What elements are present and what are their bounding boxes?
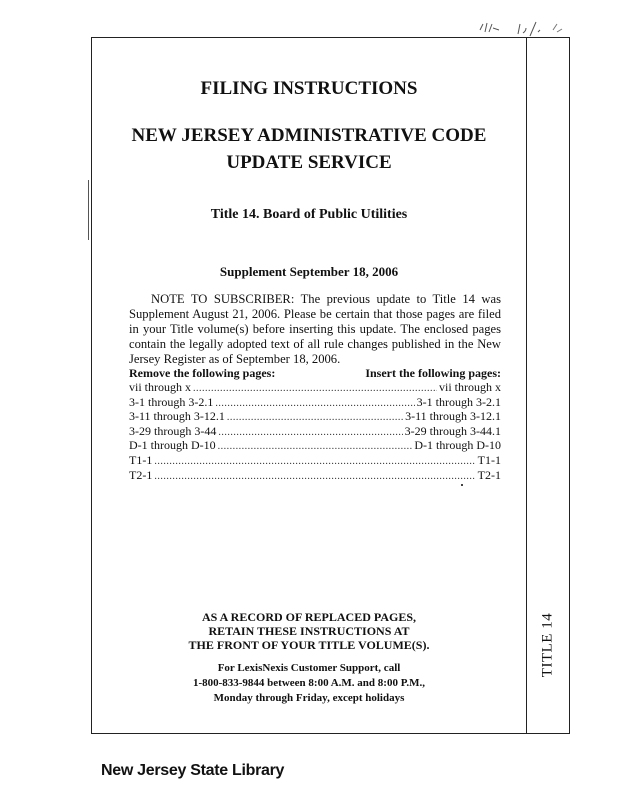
stray-mark bbox=[461, 484, 463, 486]
table-row bbox=[129, 380, 501, 395]
support-phone-line: 1-800-833-9844 between 8:00 A.M. and 8:00 P.M., bbox=[192, 677, 426, 689]
table-row bbox=[129, 453, 501, 468]
dot-leader bbox=[227, 411, 403, 426]
remove-cell: 3-11 through 3-12.1 bbox=[129, 409, 225, 424]
dot-leader bbox=[154, 455, 475, 470]
remove-pages-header: Remove the following pages: bbox=[129, 366, 276, 380]
insert-cell: T1-1 bbox=[477, 452, 501, 467]
record-notice-line-3: THE FRONT OF YOUR TITLE VOLUME(S). bbox=[188, 638, 430, 652]
support-hours-line: Monday through Friday, except holidays bbox=[213, 692, 405, 704]
insert-cell: 3-11 through 3-12.1 bbox=[405, 409, 501, 424]
insert-cell: vii through x bbox=[439, 380, 501, 394]
record-notice-line-1: AS A RECORD OF REPLACED PAGES, bbox=[201, 610, 417, 624]
dot-leader bbox=[218, 426, 402, 441]
page-replacement-table bbox=[129, 380, 501, 482]
title-tab-label: TITLE 14 bbox=[539, 612, 556, 678]
table-row bbox=[129, 395, 501, 410]
remove-cell: vii through x bbox=[129, 380, 191, 394]
table-row bbox=[129, 424, 501, 439]
remove-cell: T2-1 bbox=[129, 467, 153, 482]
remove-cell: 3-1 through 3-2.1 bbox=[129, 394, 214, 409]
insert-cell: 3-29 through 3-44.1 bbox=[404, 423, 501, 438]
page-title: FILING INSTRUCTIONS bbox=[200, 78, 418, 99]
table-header bbox=[129, 366, 501, 381]
table-row bbox=[129, 438, 501, 453]
remove-cell: D-1 through D-10 bbox=[129, 438, 216, 453]
remove-cell: 3-29 through 3-44 bbox=[129, 423, 217, 438]
subtitle-line-1: NEW JERSEY ADMINISTRATIVE CODE bbox=[131, 125, 487, 146]
insert-cell: T2-1 bbox=[477, 467, 501, 482]
library-footer: New Jersey State Library bbox=[101, 762, 285, 779]
supplement-date: Supplement September 18, 2006 bbox=[219, 264, 399, 279]
remove-cell: T1-1 bbox=[129, 452, 153, 467]
support-line-1: For LexisNexis Customer Support, call bbox=[217, 662, 401, 674]
scan-edge-mark bbox=[88, 180, 89, 240]
note-to-subscriber: NOTE TO SUBSCRIBER: The previous update to Title 14 was Supplement August 21, 2006. Please be certain that those pages are filed in your Title volume(s) before inserting this update. The enclosed pages contain the legally adopted text of all rule changes published in the New Jersey Register as of September 18, 2006. bbox=[129, 292, 501, 366]
table-row bbox=[129, 468, 501, 483]
table-row bbox=[129, 409, 501, 424]
dot-leader bbox=[193, 382, 437, 397]
insert-pages-header: Insert the following pages: bbox=[365, 366, 501, 380]
subtitle-line-2: UPDATE SERVICE bbox=[226, 152, 392, 173]
dot-leader bbox=[215, 397, 414, 412]
dot-leader bbox=[218, 440, 413, 455]
insert-cell: D-1 through D-10 bbox=[414, 438, 501, 453]
insert-cell: 3-1 through 3-2.1 bbox=[416, 394, 501, 409]
title-heading: Title 14. Board of Public Utilities bbox=[210, 207, 408, 222]
record-notice-line-2: RETAIN THESE INSTRUCTIONS AT bbox=[208, 624, 410, 638]
dot-leader bbox=[154, 470, 475, 485]
